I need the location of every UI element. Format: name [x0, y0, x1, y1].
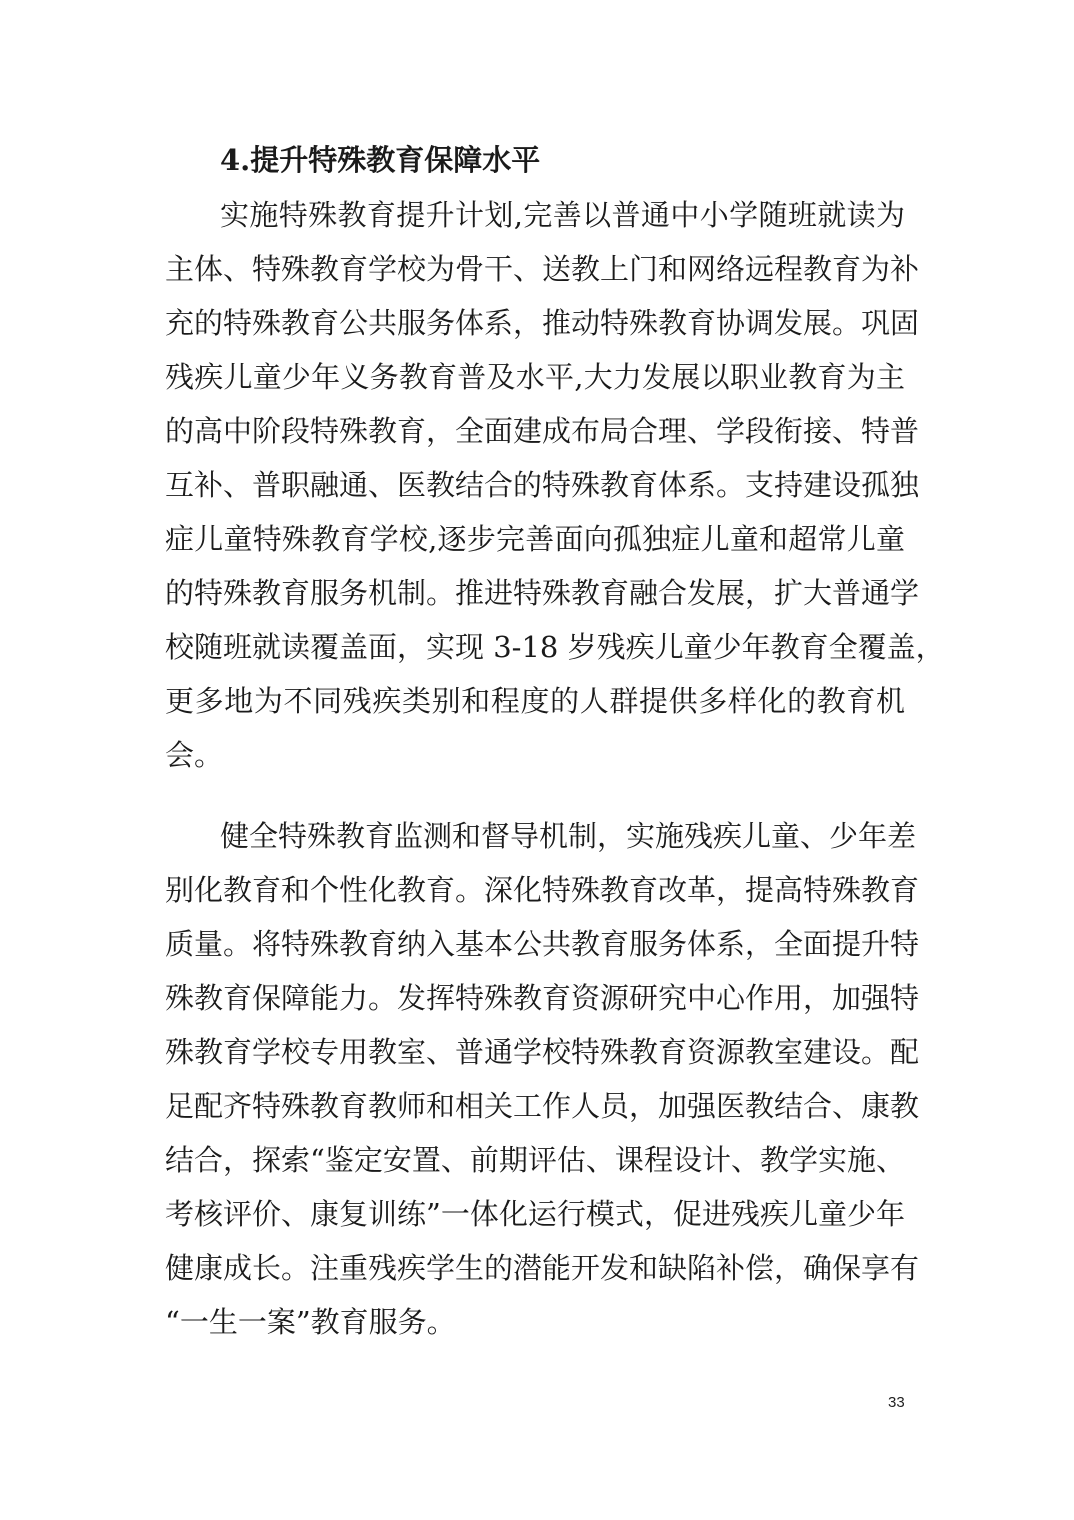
paragraph-2: [165, 809, 920, 1349]
text-line: 殊教育学校专用教室、普通学校特殊教育资源教室建设。配: [165, 1035, 920, 1069]
text-line: 症儿童特殊教育学校,逐步完善面向孤独症儿童和超常儿童: [165, 522, 905, 556]
text-line: 实施特殊教育提升计划,完善以普通中小学随班就读为: [220, 198, 905, 232]
text-line: 足配齐特殊教育教师和相关工作人员，加强医教结合、康教: [165, 1089, 920, 1123]
section-heading: 4.提升特殊教育保障水平: [220, 143, 541, 177]
text-line: 充的特殊教育公共服务体系，推动特殊教育协调发展。巩固: [165, 306, 920, 340]
text-line: 更多地为不同残疾类别和程度的人群提供多样化的教育机: [165, 684, 905, 718]
text-line: “一生一案”教育服务。: [165, 1305, 456, 1339]
text-line: 残疾儿童少年义务教育普及水平,大力发展以职业教育为主: [165, 360, 905, 394]
text-line: 互补、普职融通、医教结合的特殊教育体系。支持建设孤独: [165, 468, 920, 502]
text-line: 会。: [165, 738, 224, 772]
text-line: 健全特殊教育监测和督导机制，实施残疾儿童、少年差: [220, 819, 917, 853]
text-line: 考核评价、康复训练”一体化运行模式，促进残疾儿童少年: [165, 1197, 905, 1231]
text-line: 健康成长。注重残疾学生的潜能开发和缺陷补偿，确保享有: [165, 1251, 920, 1285]
text-line: 结合，探索“鉴定安置、前期评估、课程设计、教学实施、: [165, 1143, 905, 1177]
text-line: 殊教育保障能力。发挥特殊教育资源研究中心作用，加强特: [165, 981, 920, 1015]
page-number: 33: [888, 1394, 905, 1411]
text-line: 校随班就读覆盖面，实现 3-18 岁残疾儿童少年教育全覆盖，: [165, 630, 945, 664]
text-line: 质量。将特殊教育纳入基本公共教育服务体系，全面提升特: [165, 927, 920, 961]
text-line: 的高中阶段特殊教育，全面建成布局合理、学段衔接、特普: [165, 414, 920, 448]
paragraph-1: [165, 188, 945, 782]
text-line: 主体、特殊教育学校为骨干、送教上门和网络远程教育为补: [165, 252, 920, 286]
text-line: 的特殊教育服务机制。推进特殊教育融合发展，扩大普通学: [165, 576, 920, 610]
text-line: 别化教育和个性化教育。深化特殊教育改革，提高特殊教育: [165, 873, 920, 907]
